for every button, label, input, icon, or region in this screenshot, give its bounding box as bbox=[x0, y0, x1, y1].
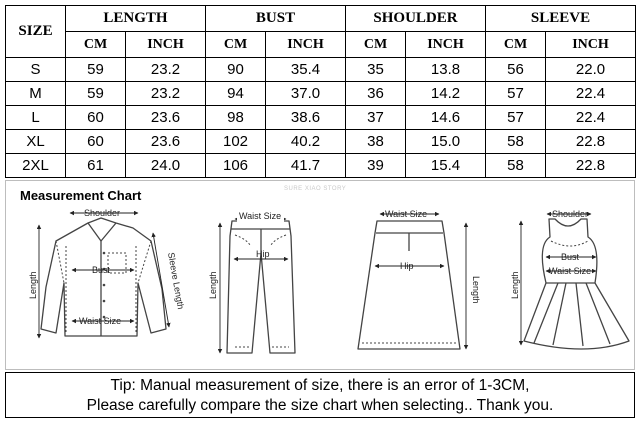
size-cell: XL bbox=[6, 130, 66, 154]
bust-header: BUST bbox=[206, 6, 346, 32]
unit-header: CM bbox=[486, 32, 546, 58]
table-cell: 22.8 bbox=[546, 154, 636, 178]
table-row bbox=[6, 154, 636, 178]
shirt-length-label: Length bbox=[28, 271, 38, 299]
table-cell: 56 bbox=[486, 58, 546, 82]
sleeve-header: SLEEVE bbox=[486, 6, 636, 32]
unit-header: CM bbox=[66, 32, 126, 58]
tip-line-1: Tip: Manual measurement of size, there is an error of 1-3CM, bbox=[110, 377, 530, 394]
table-cell: 15.4 bbox=[406, 154, 486, 178]
table-cell: 35 bbox=[346, 58, 406, 82]
skirt-measure-lines bbox=[375, 214, 466, 349]
chart-title: Measurement Chart bbox=[20, 188, 142, 203]
table-row bbox=[6, 58, 636, 82]
length-header: LENGTH bbox=[66, 6, 206, 32]
unit-header: INCH bbox=[546, 32, 636, 58]
table-row bbox=[6, 106, 636, 130]
table-cell: 14.6 bbox=[406, 106, 486, 130]
table-cell: 94 bbox=[206, 82, 266, 106]
unit-header: CM bbox=[206, 32, 266, 58]
table-cell: 22.4 bbox=[546, 106, 636, 130]
unit-header: INCH bbox=[406, 32, 486, 58]
table-cell: 13.8 bbox=[406, 58, 486, 82]
table-cell: 23.6 bbox=[126, 130, 206, 154]
dress-bust-label: Bust bbox=[561, 252, 580, 262]
shirt-bust-label: Bust bbox=[92, 265, 111, 275]
table-cell: 39 bbox=[346, 154, 406, 178]
pants-hip-label: Hip bbox=[256, 249, 270, 259]
size-table bbox=[5, 5, 636, 178]
table-cell: 90 bbox=[206, 58, 266, 82]
table-cell: 36 bbox=[346, 82, 406, 106]
table-cell: 22.4 bbox=[546, 82, 636, 106]
size-cell: 2XL bbox=[6, 154, 66, 178]
shirt-waist-label: Waist Size bbox=[79, 316, 122, 326]
table-cell: 24.0 bbox=[126, 154, 206, 178]
table-cell: 15.0 bbox=[406, 130, 486, 154]
unit-header-row bbox=[6, 32, 636, 58]
garment-illustrations bbox=[6, 181, 636, 371]
dress-length-label: Length bbox=[510, 271, 520, 299]
group-header-row bbox=[6, 6, 636, 32]
table-cell: 61 bbox=[66, 154, 126, 178]
skirt-hip-label: Hip bbox=[400, 261, 414, 271]
table-cell: 40.2 bbox=[266, 130, 346, 154]
table-cell: 38.6 bbox=[266, 106, 346, 130]
size-cell: M bbox=[6, 82, 66, 106]
table-cell: 60 bbox=[66, 106, 126, 130]
size-header: SIZE bbox=[6, 6, 66, 58]
table-cell: 23.2 bbox=[126, 58, 206, 82]
table-cell: 38 bbox=[346, 130, 406, 154]
unit-header: INCH bbox=[126, 32, 206, 58]
dress-shoulder-label: Shoulder bbox=[552, 209, 589, 219]
table-row bbox=[6, 130, 636, 154]
table-cell: 59 bbox=[66, 58, 126, 82]
shirt-sleeve-label: Sleeve Length bbox=[166, 251, 186, 311]
table-cell: 23.2 bbox=[126, 82, 206, 106]
table-cell: 57 bbox=[486, 82, 546, 106]
table-cell: 60 bbox=[66, 130, 126, 154]
table-cell: 22.0 bbox=[546, 58, 636, 82]
table-cell: 35.4 bbox=[266, 58, 346, 82]
table-cell: 37.0 bbox=[266, 82, 346, 106]
table-cell: 37 bbox=[346, 106, 406, 130]
shoulder-header: SHOULDER bbox=[346, 6, 486, 32]
table-cell: 14.2 bbox=[406, 82, 486, 106]
dress-illustration bbox=[524, 219, 629, 349]
tip-line-2: Please carefully compare the size chart when selecting.. Thank you. bbox=[86, 397, 554, 414]
table-cell: 41.7 bbox=[266, 154, 346, 178]
skirt-illustration bbox=[358, 221, 460, 349]
table-cell: 58 bbox=[486, 130, 546, 154]
dress-measure-lines bbox=[521, 214, 596, 345]
table-cell: 57 bbox=[486, 106, 546, 130]
skirt-waist-label: Waist Size bbox=[385, 209, 428, 219]
table-cell: 106 bbox=[206, 154, 266, 178]
unit-header: CM bbox=[346, 32, 406, 58]
unit-header: INCH bbox=[266, 32, 346, 58]
shirt-shoulder-label: Shoulder bbox=[84, 208, 121, 218]
pants-illustration bbox=[227, 221, 295, 353]
tip-box bbox=[5, 372, 635, 418]
table-cell: 58 bbox=[486, 154, 546, 178]
size-cell: L bbox=[6, 106, 66, 130]
pants-length-label: Length bbox=[208, 271, 218, 299]
table-cell: 102 bbox=[206, 130, 266, 154]
table-row bbox=[6, 82, 636, 106]
table-cell: 59 bbox=[66, 82, 126, 106]
table-cell: 98 bbox=[206, 106, 266, 130]
table-cell: 22.8 bbox=[546, 130, 636, 154]
size-cell: S bbox=[6, 58, 66, 82]
measurement-chart bbox=[5, 180, 635, 370]
table-cell: 23.6 bbox=[126, 106, 206, 130]
pants-waist-label: Waist Size bbox=[239, 211, 282, 221]
skirt-length-label: Length bbox=[471, 276, 481, 304]
dress-waist-label: Waist Size bbox=[549, 266, 592, 276]
watermark: SURE XIAO STORY bbox=[284, 186, 347, 192]
